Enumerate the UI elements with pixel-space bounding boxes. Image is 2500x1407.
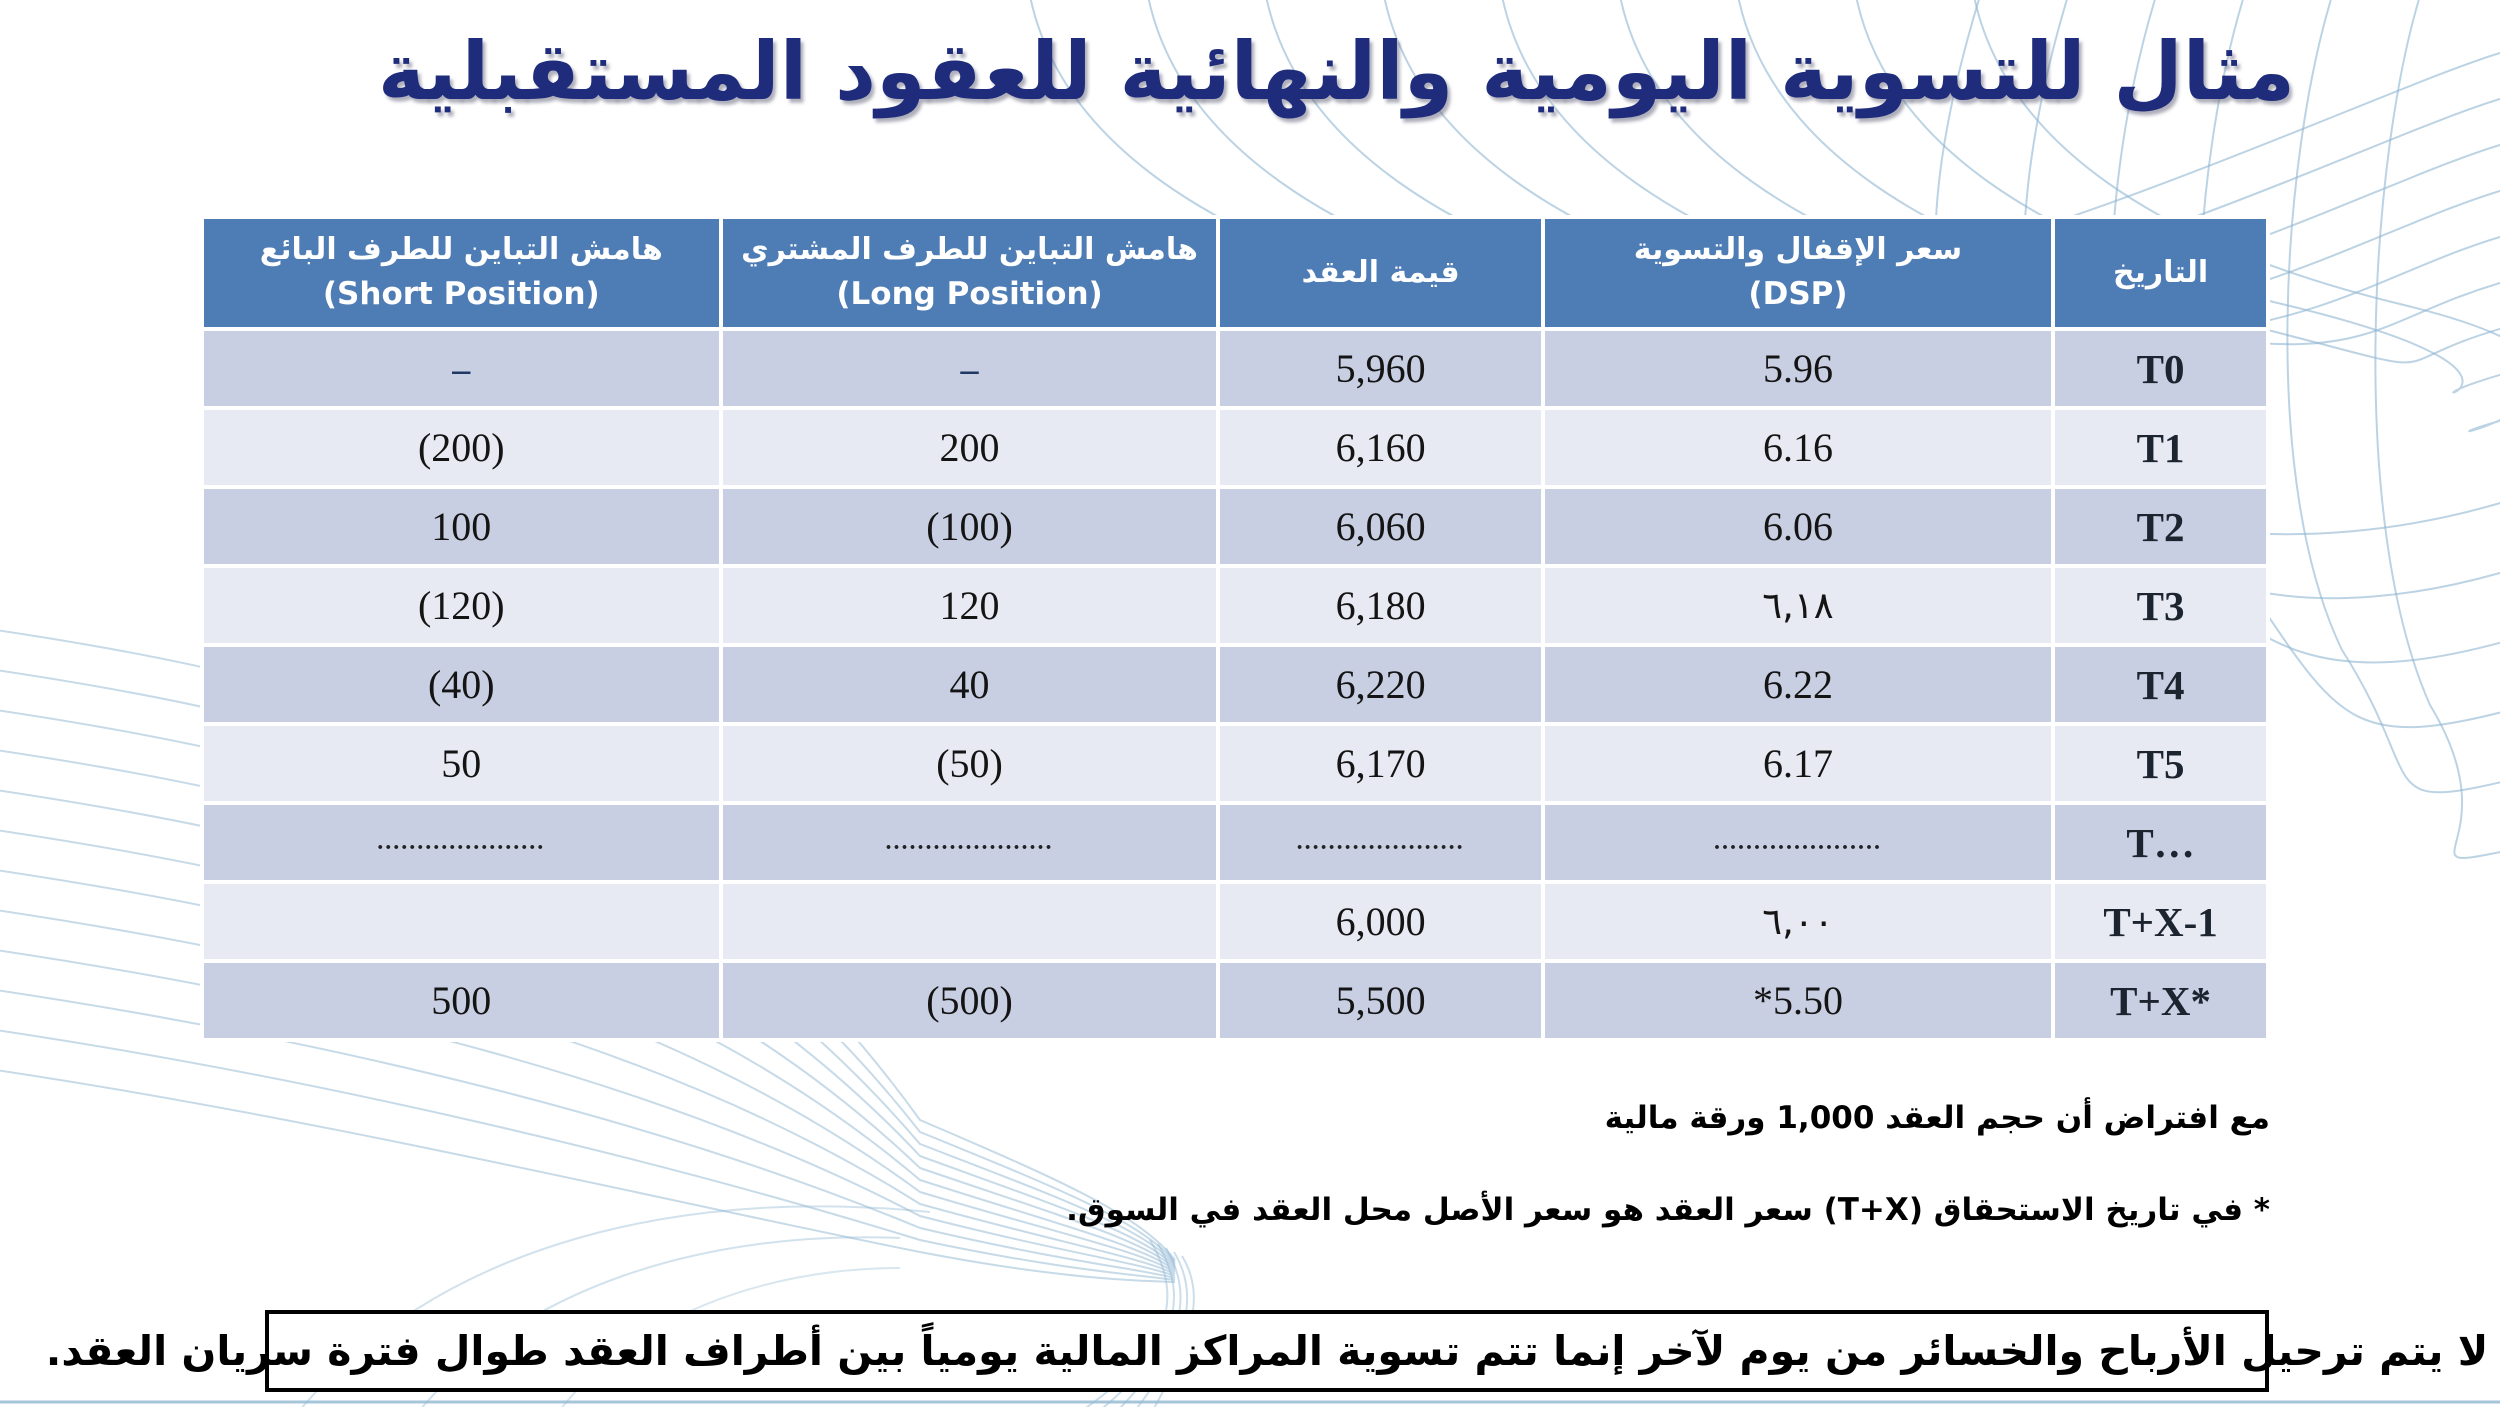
cell-date: T5 (2053, 724, 2268, 803)
cell-date: T… (2053, 803, 2268, 882)
cell-short: (200) (202, 408, 721, 487)
column-header-date (2053, 217, 2268, 329)
cell-date: T0 (2053, 329, 2268, 408)
cell-date: T+X-1 (2053, 882, 2268, 961)
cell-value: 6,180 (1218, 566, 1542, 645)
cell-dsp: 5.50* (1543, 961, 2053, 1040)
cell-date: T2 (2053, 487, 2268, 566)
cell-dsp: 5.96 (1543, 329, 2053, 408)
header-dsp-arabic: سعر الإقفال والتسوية (1633, 231, 1963, 267)
table-row (202, 961, 2268, 1040)
cell-long: 120 (721, 566, 1219, 645)
cell-date: T3 (2053, 566, 2268, 645)
footnote-maturity-price: * في تاريخ الاستحقاق (T+X) سعر العقد هو سعر الأصل محل العقد في السوق. (1066, 1192, 2270, 1228)
table-header-row (202, 217, 2268, 329)
header-date-label: التاريخ (2112, 254, 2209, 290)
cell-value: 6,060 (1218, 487, 1542, 566)
cell-long: 200 (721, 408, 1219, 487)
column-header-short-position (202, 217, 721, 329)
cell-date: T4 (2053, 645, 2268, 724)
cell-value: 6,160 (1218, 408, 1542, 487)
cell-short: ..................... (202, 803, 721, 882)
cell-date: T1 (2053, 408, 2268, 487)
header-long-english: (Long Position) (836, 276, 1103, 313)
cell-value: 6,000 (1218, 882, 1542, 961)
header-long-arabic: هامش التباين للطرف المشتري (741, 231, 1198, 267)
cell-value: ..................... (1218, 803, 1542, 882)
header-short-arabic: هامش التباين للطرف البائع (259, 231, 663, 267)
cell-short: (40) (202, 645, 721, 724)
cell-dsp: 6.22 (1543, 645, 2053, 724)
cell-value: 6,220 (1218, 645, 1542, 724)
cell-value: 6,170 (1218, 724, 1542, 803)
table-row (202, 645, 2268, 724)
cell-long (721, 882, 1219, 961)
cell-value: 5,500 (1218, 961, 1542, 1040)
table-row (202, 487, 2268, 566)
header-dsp-english: (DSP) (1748, 276, 1848, 313)
cell-dsp: 6.06 (1543, 487, 2053, 566)
column-header-long-position (721, 217, 1219, 329)
cell-short: 100 (202, 487, 721, 566)
cell-long: – (721, 329, 1219, 408)
footnote-contract-size: مع افتراض أن حجم العقد 1,000 ورقة مالية (1604, 1100, 2270, 1136)
cell-dsp: ٦,١٨ (1543, 566, 2053, 645)
header-value-label: قيمة العقد (1301, 254, 1460, 290)
cell-short (202, 882, 721, 961)
cell-long: 40 (721, 645, 1219, 724)
table-row (202, 882, 2268, 961)
callout-box (45, 1310, 2489, 1392)
cell-short: 50 (202, 724, 721, 803)
column-header-contract-value (1218, 217, 1542, 329)
column-header-dsp (1543, 217, 2053, 329)
cell-short: – (202, 329, 721, 408)
slide-title: مثال للتسوية اليومية والنهائية للعقود المستقبلية (377, 25, 2295, 118)
table-row (202, 724, 2268, 803)
callout-text: لا يتم ترحيل الأرباح والخسائر من يوم لآخر إنما تتم تسوية المراكز المالية يومياً بين أطراف العقد طوال فترة سريان العقد. (45, 1327, 2489, 1375)
cell-long: (50) (721, 724, 1219, 803)
header-short-english: (Short Position) (322, 276, 600, 313)
cell-long: (100) (721, 487, 1219, 566)
cell-dsp: 6.16 (1543, 408, 2053, 487)
cell-date: T+X* (2053, 961, 2268, 1040)
cell-dsp: ٦,٠٠ (1543, 882, 2053, 961)
cell-long: (500) (721, 961, 1219, 1040)
table-row (202, 329, 2268, 408)
table-row (202, 408, 2268, 487)
cell-dsp: 6.17 (1543, 724, 2053, 803)
table-row (202, 566, 2268, 645)
table-row (202, 803, 2268, 882)
cell-short: 500 (202, 961, 721, 1040)
cell-value: 5,960 (1218, 329, 1542, 408)
cell-short: (120) (202, 566, 721, 645)
settlement-table (200, 215, 2270, 1042)
cell-long: ..................... (721, 803, 1219, 882)
cell-dsp: ..................... (1543, 803, 2053, 882)
